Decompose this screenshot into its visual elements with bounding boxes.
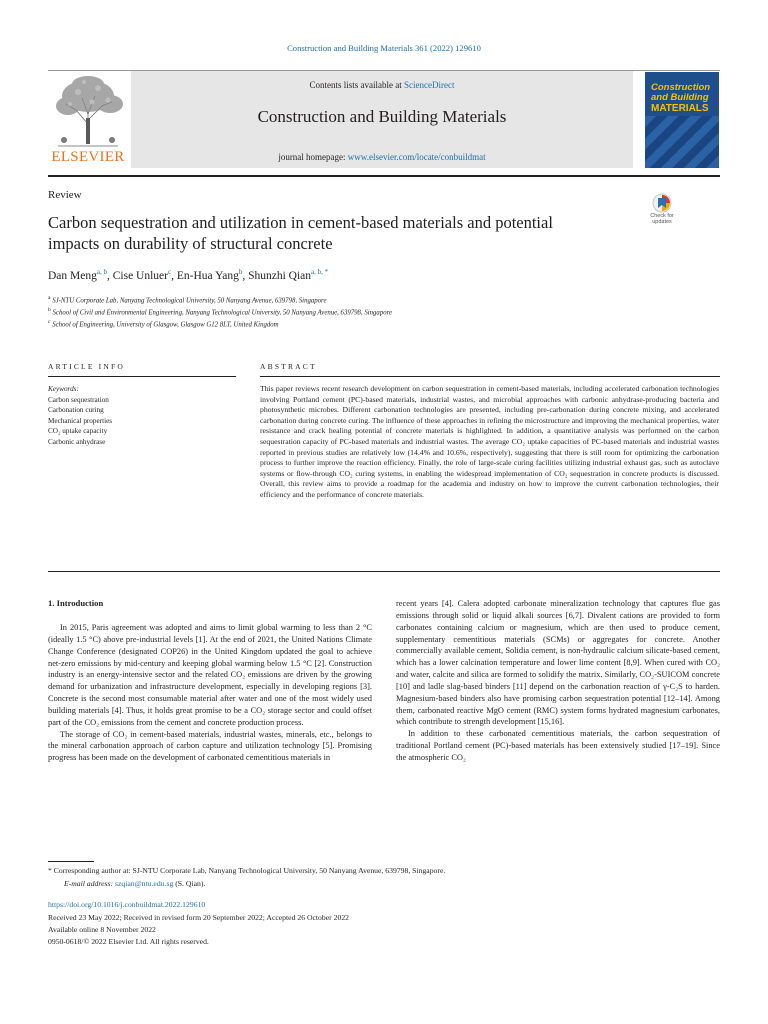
doi-link[interactable]: https://doi.org/10.1016/j.conbuildmat.2022.129610 [48,900,206,909]
keyword-item[interactable]: CO₂ uptake capacity [48,427,108,436]
body-paragraph: In 2015, Paris agreement was adopted and aims to limit global warming to less than 2 °C (ideally 1.5 °C) above pre-industrial levels [1]. At the end of 2021, the United Nations Climate Change Conference (designated COP26) in the United Kingdom updated the goal to achieve net-zero emissions by mid-century and keeping global warming below 1.5 °C [2]. Construction industry is an energy-intensive sector and the related CO₂ emissions are driven by the growing demand for urbanization and infrastructure development, especially in developing regions [3]. Concrete is the second most consumable material after water and one of the most widely used building materials [4]. Thus, it holds great promise to be a CO₂ storage sector and could offset part of the CO₂ emissions from the cement and concrete production process. [48,623,372,727]
keywords-list [48,395,112,447]
check-for-updates-label[interactable] [644,213,680,225]
author-affiliation-mark[interactable]: a, b, * [311,268,329,276]
affiliation-mark: a [48,295,51,301]
footnote-rule [48,861,94,862]
keyword-item[interactable]: Carbonic anhydrase [48,437,106,446]
section-heading-introduction: 1. Introduction [48,598,104,608]
abstract-rule [260,376,720,377]
affiliation-text: School of Civil and Environmental Engineering, Nanyang Technological University, 50 Nanyang Avenue, 639798, Singapore [52,309,393,317]
abstract-bottom-rule [48,571,720,572]
email-link[interactable]: szqian@ntu.edu.sg [114,879,174,888]
body-paragraph: In addition to these carbonated cementitious materials, the carbon sequestration of traditional Portland cement (PC)-based materials has been extensively studied [17–19]. Since the atmospheric CO₂ [396,729,720,762]
affiliation-item [48,319,279,328]
keyword-item[interactable]: Mechanical properties [48,416,113,425]
keywords-label: Keywords: [48,385,79,393]
affiliation-mark: b [48,307,51,313]
corresponding-author-note: * Corresponding author at: SJ-NTU Corporate Lab, Nanyang Technological University, 50 Nanyang Avenue, 639798, Singapore. [48,866,446,875]
article-info-heading: ARTICLE INFO [48,362,125,371]
author-affiliation-mark[interactable]: c [168,268,172,276]
copyright-notice: 0950-0618/© 2022 Elsevier Ltd. All rights reserved. [48,937,209,946]
author-list: Dan Meng$^{a, b}$, Cise Unluer$^c$, En-Hua Yang$^b$, Shunzhi Qian$^{a, b, *}$ [48,268,329,282]
header-bottom-rule [48,175,720,177]
author-name[interactable]: En-Hua Yang [176,269,239,282]
affiliation-item [48,307,392,316]
email-label: E-mail address: [64,879,115,888]
received-dates: Received 23 May 2022; Received in revised form 20 September 2022; Accepted 26 October 2022 [48,913,350,922]
publisher-name: ELSEVIER [51,149,125,165]
affiliation-text: School of Engineering, University of Glasgow, Glasgow G12 8LT, United Kingdom [52,321,279,329]
email-line [64,879,205,888]
body-column-right [396,598,720,764]
sciencedirect-link[interactable]: ScienceDirect [404,80,455,90]
email-suffix: (S. Qian). [173,879,206,888]
article-type: Review [48,189,82,201]
contents-line [131,80,633,90]
journal-title: Construction and Building Materials [257,107,507,126]
journal-homepage-link[interactable]: www.elsevier.com/locate/conbuildmat [347,152,486,162]
abstract-text: This paper reviews recent research development on carbon sequestration in cement-based materials, including accelerated carbonation technologies involving Portland cement (PC)-based materials, industrial wastes, and microbial approaches with carbonic anhydrase-producing bacteria and photosynthetic microbes. Different carbonation technologies are presented, including pre-carbonation during concrete mixing, and accelerated carbonation during concrete curing. The influence of these approaches in refining the microstructure and improving the mechanical properties, water resistance and crack healing potential of concrete materials is highlighted. In addition, a quantitative analysis was performed on the carbon sequestration capacity of PC-based materials and industrial wastes. The average CO₂ uptake capacities of PC-based materials and industrial wastes reported in previous studies are relatively low (14.4% and 10.6%, respectively), suggesting that there is still room for optimizing the carbonation process to further improve the reaction efficiency. Finally, the role of large-scale curing facilities utilizing industrial exhaust gas, such as autoclave systems or flow-through CO₂ curing systems, in enabling the widespread implementation of CO₂ sequestration in concrete products is discussed. Overall, this review aims to provide a roadmap for the academia and industry on how to improve the current carbonation technologies, their efficiency and the performance of concrete materials. [260,384,719,499]
cover-title-line1: Construction [651,82,711,93]
author-name[interactable]: Shunzhi Qian [248,269,312,282]
body-column-left [48,622,372,764]
affiliation-item [48,295,326,304]
doi-line [48,900,205,909]
article-title: Carbon sequestration and utilization in cement-based materials and potential impacts on durability of structural concrete [48,213,553,253]
abstract-heading: ABSTRACT [260,362,317,371]
journal-cover-image[interactable] [645,72,719,168]
affiliation-text: SJ-NTU Corporate Lab, Nanyang Technological University, 50 Nanyang Avenue, 639798, Singapore [52,297,327,305]
journal-reference[interactable]: Construction and Building Materials 361 (2022) 129610 [287,43,481,53]
cover-title-line2: and Building [651,92,709,103]
article-info-rule [48,376,236,377]
keyword-item[interactable]: Carbon sequestration [48,396,109,404]
author-affiliation-mark[interactable]: a, b [96,268,107,276]
keyword-item[interactable]: Carbonation curing [48,406,104,415]
check-updates-line2: updates [652,219,672,225]
homepage-prefix: journal homepage: [278,152,348,162]
check-updates-line1: Check for [650,213,674,219]
author-affiliation-mark[interactable]: b [238,268,243,276]
cover-pattern [645,116,719,168]
author-name[interactable]: Cise Unluer [112,269,168,282]
author-name[interactable]: Dan Meng [48,269,97,282]
body-paragraph: recent years [4]. Calera adopted carbonate mineralization technology that captures flue gas emissions through solid or liquid alkali sources [6,7]. Divalent cations are provided to form carbonates containing calcium or magnesium, which are then used to produce cement, supplementary cementitious materials (SCMs) or aggregates for concrete. Another commercially available cement, Solidia cement, is non-hydraulic calcium silicate-based cement, which has a lower calcination temperature and lower lime content [8,9]. When cured with CO₂ and water, calcite and silica are formed to solidify the matrix. Similarly, CO₂-SUICOM concrete [10] and ladle slag-based binders [11] depend on the carbonation reaction of γ-C₂S to harden. Magnesium-based binders also have promising carbon sequestration potential [12–14]. Among them, carbonated reactive MgO cement (RMC) system forms hydrated magnesium carbonates, which contribute to strength development [15,16]. [396,599,720,727]
affiliation-mark: c [48,319,51,325]
available-online-date: Available online 8 November 2022 [48,925,156,934]
cover-title-line3: MATERIALS [651,103,709,114]
contents-prefix: Contents lists available at [309,80,404,90]
body-paragraph: The storage of CO₂ in cement-based materials, industrial wastes, minerals, etc., belongs to the mineral carbonation approach of carbon capture and utilization technology [5]. Promising progress has been made on the development of carbonated cementitious materials in [48,729,372,763]
homepage-line [131,152,633,162]
